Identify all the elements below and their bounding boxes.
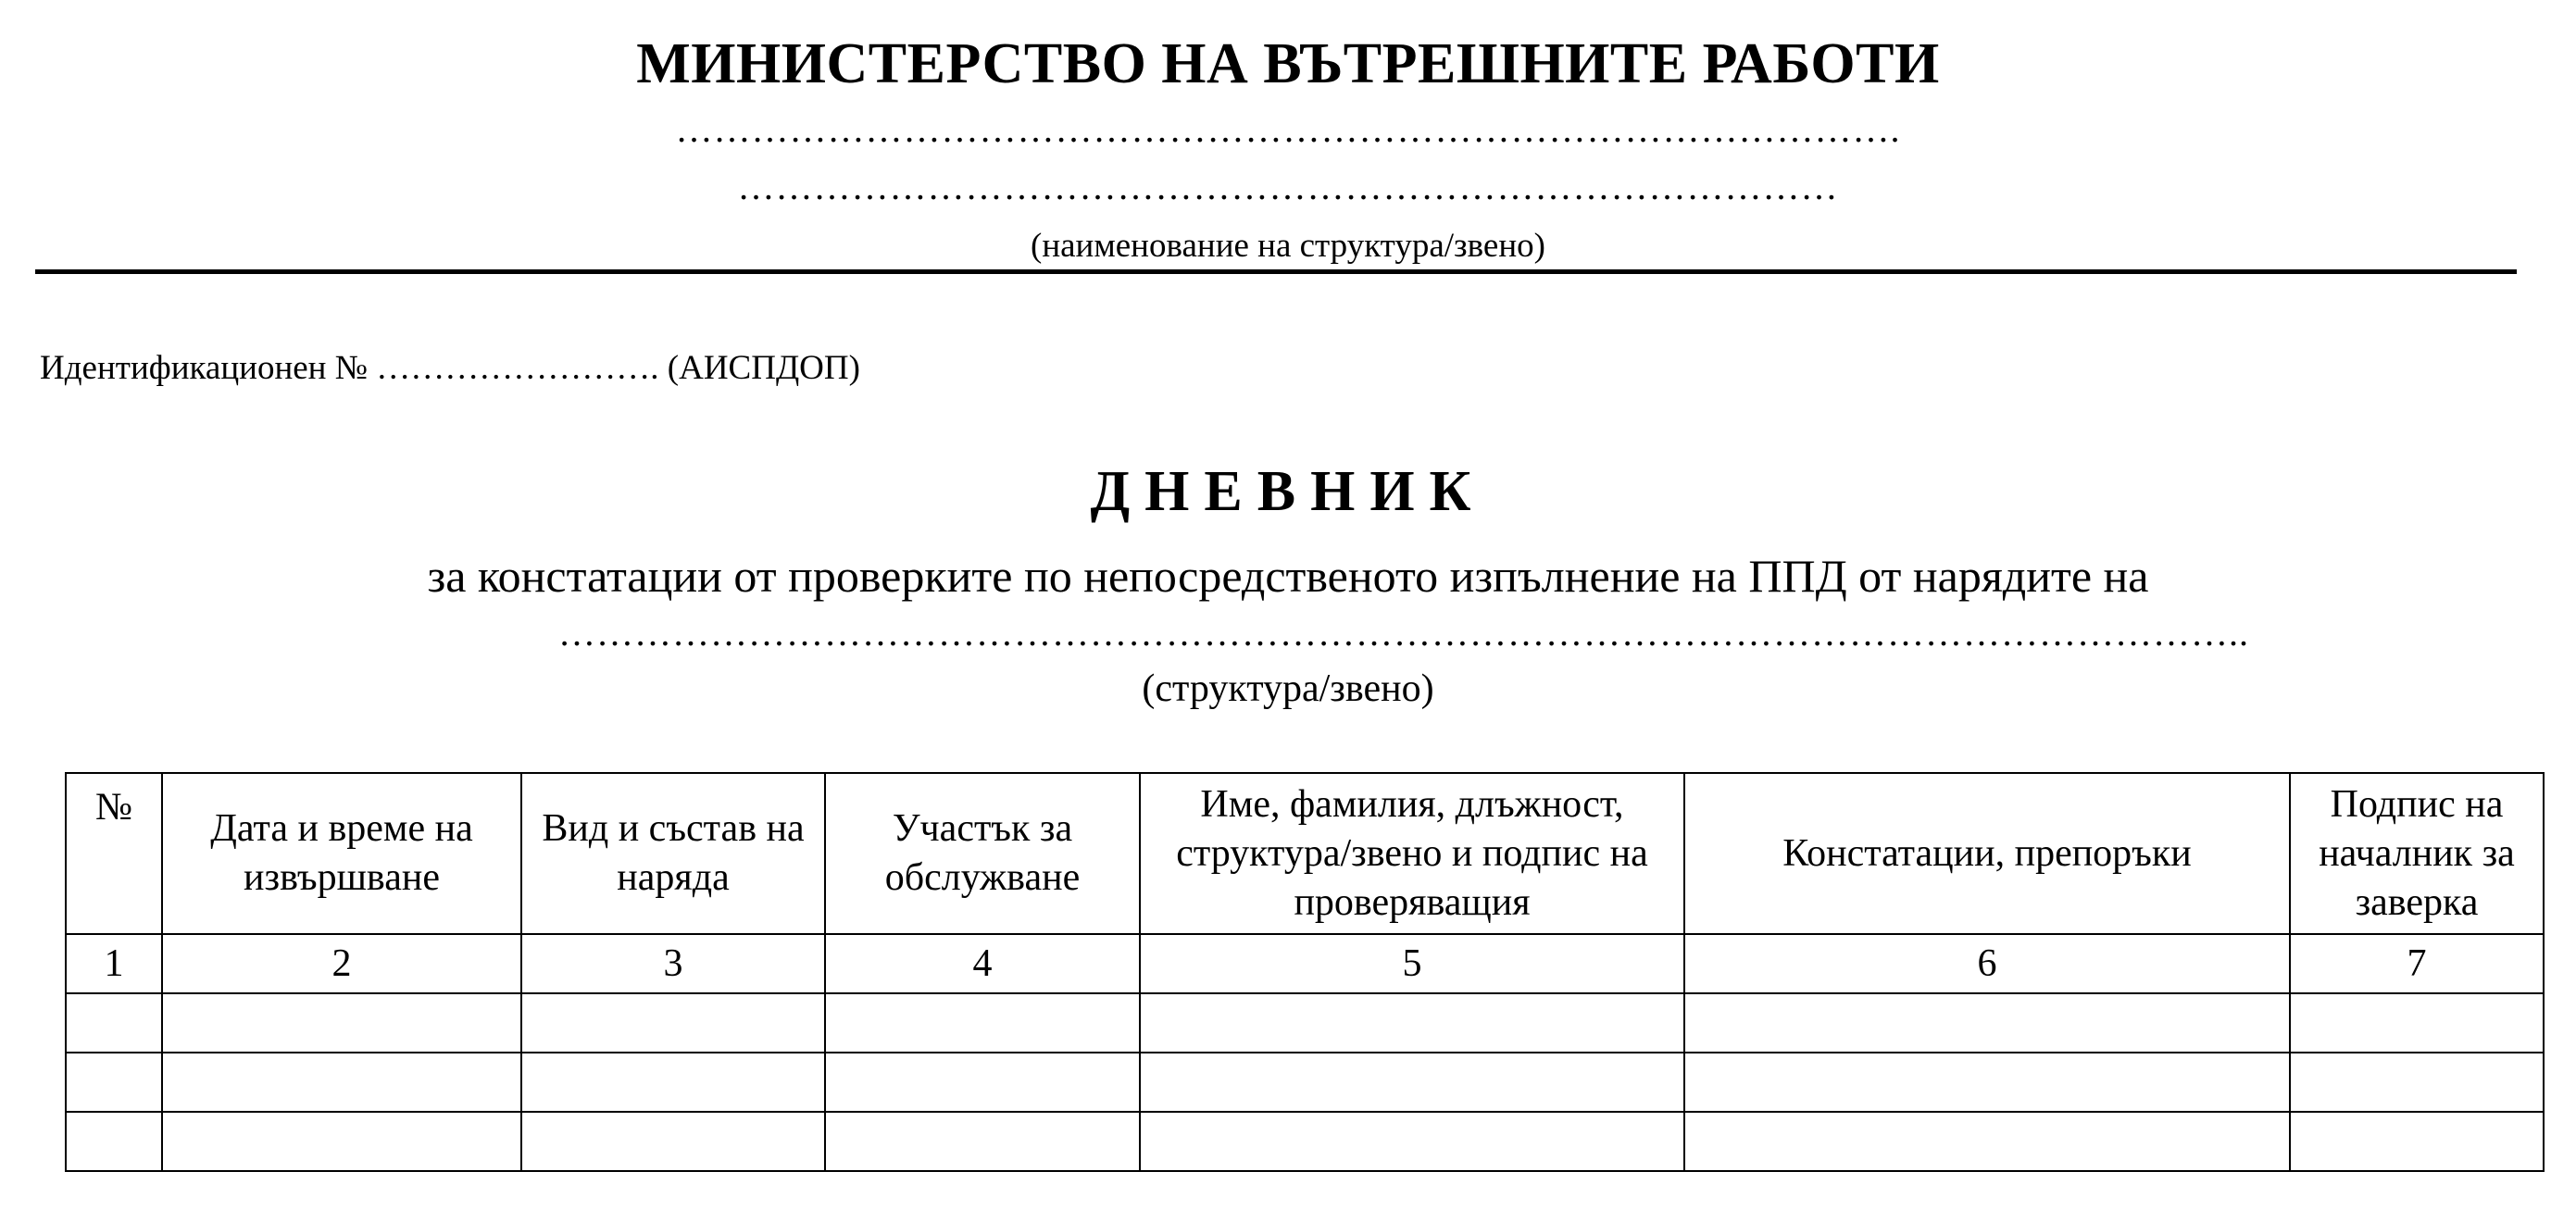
structure-name-caption: (наименование на структура/звено)	[1031, 227, 1545, 265]
table-row	[66, 1112, 2544, 1171]
column-number: 3	[521, 934, 825, 993]
header-inspector: Име, фамилия, длъжност, структура/звено и подпис на проверяващия	[1140, 773, 1684, 934]
header-chief-signature: Подпис на началник за заверка	[2290, 773, 2544, 934]
column-number: 5	[1140, 934, 1684, 993]
column-number: 2	[162, 934, 521, 993]
table-cell	[1684, 993, 2290, 1053]
column-number: 4	[825, 934, 1140, 993]
table-cell	[2290, 993, 2544, 1053]
table-cell	[66, 1053, 162, 1112]
structure-name-dotted-line-1: …………………………………………………………………………………….	[675, 108, 1901, 150]
header-patrol-type: Вид и състав на наряда	[521, 773, 825, 934]
header-service-area: Участък за обслужване	[825, 773, 1140, 934]
diary-title: ДНЕВНИК	[1090, 460, 1486, 523]
header-number: №	[66, 773, 162, 934]
table-cell	[825, 993, 1140, 1053]
table-cell	[825, 1053, 1140, 1112]
table-row	[66, 993, 2544, 1053]
column-number: 6	[1684, 934, 2290, 993]
column-number-row	[66, 934, 2544, 993]
diary-subtitle: за констатации от проверките по непосредственото изпълнение на ППД от нарядите на	[427, 550, 2149, 602]
header-date-time: Дата и време на извършване	[162, 773, 521, 934]
inspection-log-table	[65, 772, 2545, 1172]
table-cell	[521, 993, 825, 1053]
table-cell	[66, 1112, 162, 1171]
header-divider	[35, 269, 2517, 274]
table-cell	[1684, 1112, 2290, 1171]
table-cell	[521, 1053, 825, 1112]
structure-name-dotted-line-2: ……………………………………………………………………………	[737, 166, 1839, 207]
column-number: 7	[2290, 934, 2544, 993]
column-number: 1	[66, 934, 162, 993]
table-cell	[1140, 1112, 1684, 1171]
table-cell	[521, 1112, 825, 1171]
table-cell	[1684, 1053, 2290, 1112]
table-cell	[162, 1112, 521, 1171]
table-cell	[162, 1053, 521, 1112]
table-cell	[2290, 1053, 2544, 1112]
table-cell	[825, 1112, 1140, 1171]
ministry-title: МИНИСТЕРСТВО НА ВЪТРЕШНИТЕ РАБОТИ	[636, 32, 1940, 95]
table-cell	[1140, 1053, 1684, 1112]
table-cell	[162, 993, 521, 1053]
table-cell	[1140, 993, 1684, 1053]
table-header-row	[66, 773, 2544, 934]
table-row	[66, 1053, 2544, 1112]
table-cell	[66, 993, 162, 1053]
diary-structure-caption: (структура/звено)	[1142, 667, 1434, 710]
identification-number: Идентификационен № ……………………. (АИСПДОП)	[40, 349, 860, 387]
table-cell	[2290, 1112, 2544, 1171]
header-findings: Констатации, препоръки	[1684, 773, 2290, 934]
diary-structure-dotted-line: ……………………………………………………………………………………………………………………..	[558, 612, 2249, 654]
